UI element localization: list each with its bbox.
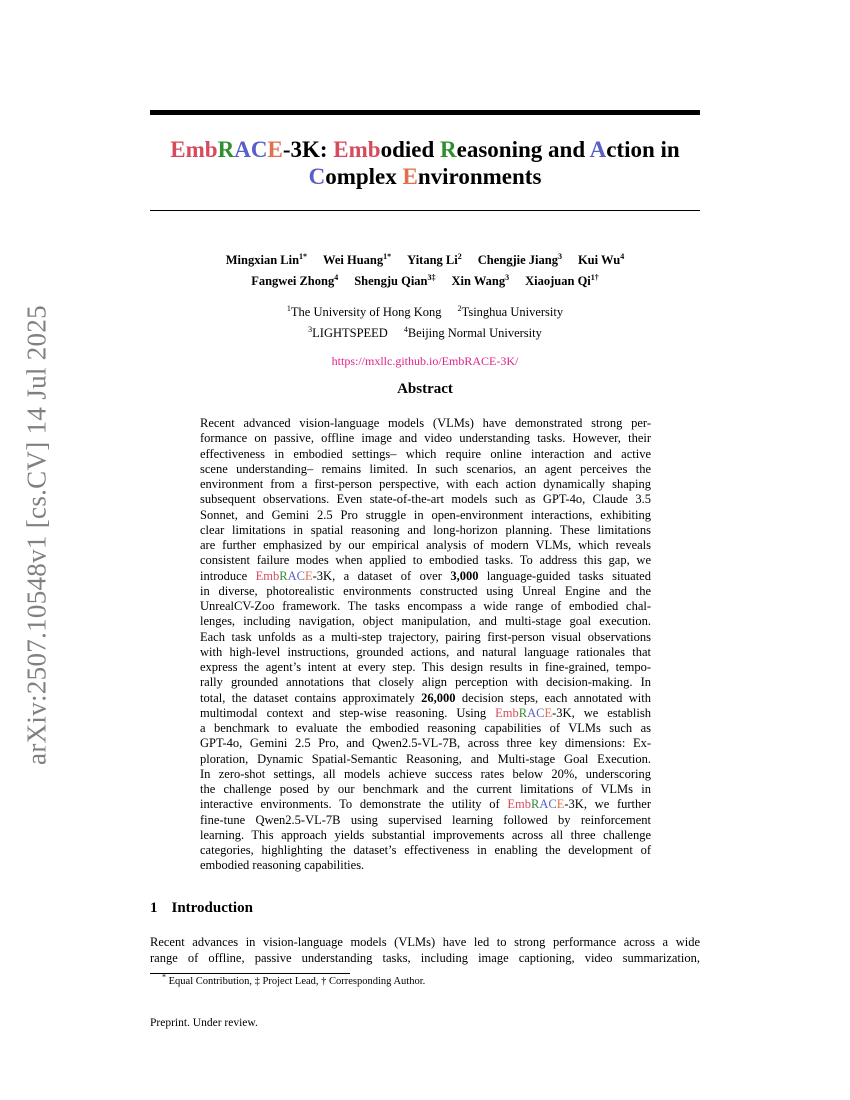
affiliation-row-1 (150, 302, 700, 323)
abstract-line (200, 675, 651, 690)
text-run: clear limitations in spatial reasoning and long-horizon planning. These limitations (200, 522, 651, 537)
abstract-body (200, 416, 651, 874)
superscript: 3 (505, 272, 510, 282)
text-run: with high-level instructions, grounded actions, and natural language rationales that (200, 644, 651, 659)
colored-text: Emb (333, 137, 381, 162)
text-run: GPT-4o, Gemini 2.5 Pro, and Qwen2.5-VL-7B, across three key dimensions: Ex- (200, 736, 651, 751)
text-run: decision steps, each annotated with (455, 690, 651, 705)
abstract-line (200, 660, 651, 675)
name: Xin Wang (451, 274, 506, 288)
text-run: categories, highlighting the dataset’s effectiveness in enabling the development of (200, 843, 651, 857)
name: Shengju Qian (354, 274, 428, 288)
text-run: formance on passive, offline image and video understanding tasks. However, their (200, 431, 651, 446)
title-line-2 (150, 163, 700, 190)
abstract-line (200, 431, 651, 446)
colored-text: R (518, 705, 528, 720)
abstract-line (200, 569, 651, 584)
text-run: Sonnet, and Gemini 2.5 Pro struggle in open-environment interactions, exhibiting (200, 507, 651, 522)
name: Beijing Normal University (407, 326, 542, 340)
text-run: lenges, including navigation, object manipulation, and multi-stage goal execution. (200, 614, 651, 629)
abstract-line (200, 752, 651, 767)
name: Mingxian Lin (225, 253, 300, 267)
author (525, 274, 599, 288)
name: Tsinghua University (461, 305, 564, 319)
abstract-line (200, 416, 651, 431)
superscript: 2 (457, 251, 462, 261)
intro-line: Recent advances in vision-language models (VLMs) have led to strong performance across a wide (150, 935, 700, 949)
text-run: introduce (200, 568, 256, 583)
text-run: interactive environments. To demonstrate the utility of (200, 797, 508, 812)
name: Fangwei Zhong (251, 274, 335, 288)
project-url-link[interactable]: https://mxllc.github.io/EmbRACE-3K/ (331, 354, 519, 368)
colored-text: Emb (255, 568, 280, 583)
name: Xiaojuan Qi (525, 274, 591, 288)
text-run: are further emphasized by our empirical analysis of modern VLMs, which reveals (200, 538, 651, 552)
title-line-1 (150, 136, 700, 163)
author (452, 274, 510, 288)
intro-paragraph (150, 934, 700, 966)
colored-text: Emb (495, 705, 519, 720)
abstract-line (200, 462, 651, 477)
text-run: UnrealCV-Zoo framework. The tasks encompass a wide range of embodied chal- (200, 599, 651, 613)
abstract-line (200, 706, 651, 721)
text-run: environment from a first-person perspective, with each action dynamically shaping (200, 477, 651, 491)
colored-text: E (267, 137, 283, 162)
abstract-line (200, 828, 651, 843)
author (578, 253, 624, 267)
abstract-line (200, 630, 651, 645)
footnote (162, 972, 426, 987)
abstract-line (200, 553, 651, 568)
author (226, 253, 307, 267)
abstract-line (200, 813, 651, 828)
colored-text: C (250, 137, 268, 162)
colored-text: AC (527, 705, 545, 720)
text-run: a benchmark to evaluate the embodied reasoning capabilities of VLMs such as (200, 721, 651, 735)
abstract-line (200, 538, 651, 553)
superscript: 3‡ (427, 272, 436, 282)
text-run: subsequent observations. Even state-of-the-art models such as GPT-4o, Claude 3.5 (200, 492, 651, 507)
text-run: odied (380, 137, 441, 162)
author (478, 253, 562, 267)
author-row-1 (150, 250, 700, 271)
footnote-text: Equal Contribution, ‡ Project Lead, † Corresponding Author. (166, 976, 426, 987)
text-run: ploration, Dynamic Spatial-Semantic Reasoning, and Multi-stage Goal Execution. (200, 751, 651, 766)
text-run: embodied reasoning capabilities. (200, 858, 365, 873)
text-run: -3K, a dataset of over (312, 568, 451, 583)
abstract-line (200, 477, 651, 492)
text-run: ction in (606, 137, 680, 162)
colored-text: AC (287, 568, 305, 583)
colored-text: R (531, 797, 540, 812)
abstract-line (200, 614, 651, 629)
superscript: 3 (557, 251, 562, 261)
text-run: express the agent’s intent at every step. This design results in fine-grained, tempo- (200, 660, 651, 674)
author (251, 274, 338, 288)
abstract-line (200, 843, 651, 858)
text-run: 3,000 (450, 568, 479, 583)
superscript: 1 (286, 303, 291, 313)
text-run: Recent advanced vision-language models (VLMs) have demonstrated strong per- (200, 416, 651, 430)
text-run: multimodal context and step-wise reasoning. Using (200, 705, 496, 720)
superscript: 4 (334, 272, 339, 282)
superscript: 4 (620, 251, 625, 261)
footnote-mark: * (162, 972, 166, 982)
affiliation (287, 305, 442, 319)
colored-text: Emb (170, 137, 218, 162)
text-run: scene understanding– remains limited. In such scenarios, an agent perceives the (200, 461, 651, 476)
section-number: 1 (150, 900, 158, 916)
colored-text: R (217, 137, 235, 162)
colored-text: A (589, 137, 607, 162)
footnote-rule (150, 973, 350, 974)
intro-line: range of offline, passive understanding tasks, including image captioning, video summarization, (150, 951, 700, 965)
text-run: consistent failure modes when applied to embodied tasks. To address this gap, we (200, 553, 651, 568)
abstract-line (200, 584, 651, 599)
colored-text: E (304, 568, 313, 583)
author (407, 253, 462, 267)
paper-title (150, 136, 700, 190)
abstract-line (200, 767, 651, 782)
text-run: in diverse, photorealistic environments constructed using Unreal Engine and the (200, 583, 651, 598)
abstract-line (200, 599, 651, 614)
name: Wei Huang (323, 253, 384, 267)
superscript: 1* (299, 251, 308, 261)
affiliation (458, 305, 564, 319)
text-run: easoning and (456, 137, 590, 162)
text-run: nvironments (417, 164, 542, 189)
abstract-line (200, 782, 651, 797)
preprint-notice: Preprint. Under review. (150, 1017, 258, 1029)
colored-text: E (544, 705, 553, 720)
abstract-line (200, 858, 651, 873)
arxiv-identifier: arXiv:2507.10548v1 [cs.CV] 14 Jul 2025 (21, 305, 52, 765)
text-run: fine-tune Qwen2.5-VL-7B using supervised learning followed by reinforcement (200, 812, 651, 827)
text-run: total, the dataset contains approximately (200, 690, 422, 705)
text-run: rally grounded annotations that closely align perception with decision-making. In (200, 675, 651, 690)
abstract-line (200, 492, 651, 507)
superscript: 3 (308, 324, 313, 334)
colored-text: C (308, 164, 326, 189)
affiliation (308, 326, 388, 340)
colored-text: AC (539, 797, 557, 812)
name: Yitang Li (407, 253, 458, 267)
abstract-heading: Abstract (397, 381, 453, 397)
affiliation (404, 326, 542, 340)
abstract-line (200, 447, 651, 462)
affiliation-row-2 (150, 323, 700, 344)
author-list (150, 250, 700, 292)
text-run: -3K, we further (564, 797, 651, 812)
superscript: 1† (590, 272, 599, 282)
superscript: 1* (383, 251, 392, 261)
title-top-rule (150, 110, 700, 115)
text-run: -3K: (282, 137, 334, 162)
text-run: language-guided tasks situated (478, 568, 651, 583)
abstract-line (200, 736, 651, 751)
name: The University of Hong Kong (290, 305, 442, 319)
text-run: In zero-shot settings, all models achieve success rates below 20%, underscoring (200, 766, 651, 781)
abstract-line (200, 508, 651, 523)
name: Kui Wu (577, 253, 621, 267)
text-run: -3K, we establish (552, 705, 651, 720)
title-bottom-rule (150, 210, 700, 211)
abstract-line (200, 721, 651, 736)
abstract-line (200, 645, 651, 660)
colored-text: E (402, 164, 418, 189)
author (354, 274, 435, 288)
colored-text: Emb (507, 797, 532, 812)
section-title: Introduction (171, 900, 253, 916)
affiliations (150, 302, 700, 344)
abstract-line (200, 797, 651, 812)
text-run: 26,000 (421, 690, 456, 705)
name: LIGHTSPEED (312, 326, 388, 340)
section-heading (150, 900, 253, 917)
abstract-line (200, 691, 651, 706)
colored-text: R (279, 568, 288, 583)
author-row-2 (150, 271, 700, 292)
colored-text: E (556, 797, 565, 812)
text-run: learning. This approach yields substantial improvements across all three challenge (200, 827, 651, 842)
text-run: the challenge posed by our benchmark and the current limitations of VLMs in (200, 782, 651, 796)
text-run: effectiveness in embodied settings– which require online interaction and active (200, 446, 651, 461)
superscript: 4 (403, 324, 408, 334)
text-run: Each task unfolds as a multi-step trajectory, pairing first-person visual observations (200, 629, 651, 644)
superscript: 2 (457, 303, 462, 313)
colored-text: R (440, 137, 457, 162)
author (323, 253, 391, 267)
colored-text: A (234, 137, 251, 162)
abstract-line (200, 523, 651, 538)
text-run: omplex (325, 164, 403, 189)
name: Chengjie Jiang (477, 253, 558, 267)
